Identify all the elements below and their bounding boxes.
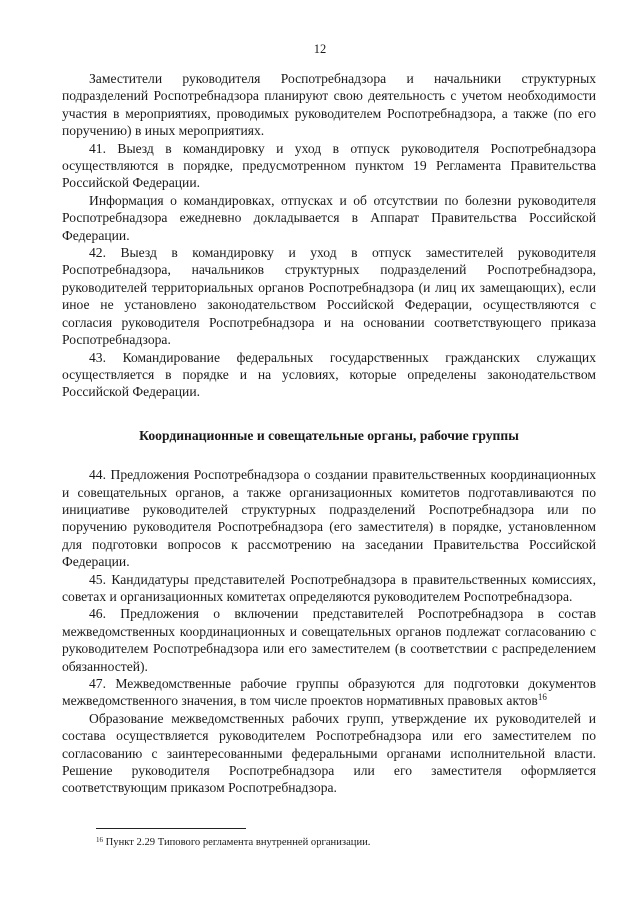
page-number: 12 xyxy=(313,42,327,56)
paragraph-47 xyxy=(62,675,596,710)
paragraph-43: 43. Командирование федеральных государственных гражданских служащих осуществляется в порядке и на условиях, которые определены законодательством Российской Федерации. xyxy=(62,349,596,400)
paragraph-44: 44. Предложения Роспотребнадзора о создании правительственных координационных и совещательных органов, а также организационных комитетов подготавливаются по инициативе руководителей структурных подразделений Роспотребнадзора или по поручению руководителя Роспотребнадзора (его заместителя) в порядке, установленном для подготовки вопросов к рассмотрению на заседании Правительства Российской Федерации. xyxy=(62,467,596,570)
section-heading: Координационные и совещательные органы, рабочие группы xyxy=(139,427,519,443)
footnote xyxy=(96,836,596,849)
paragraph-45: 45. Кандидатуры представителей Роспотребнадзора в правительственных комиссиях, советах и организационных комитетах определяются руководителем Роспотребнадзора. xyxy=(62,571,596,604)
footnote-text: Пункт 2.29 Типового регламента внутренней организации. xyxy=(105,837,371,848)
paragraph-47-text: 47. Межведомственные рабочие группы образуются для подготовки документов межведомственного значения, в том числе проектов нормативных правовых актов xyxy=(62,676,596,709)
paragraph-47-formation: Образование межведомственных рабочих групп, утверждение их руководителей и состава осуществляется руководителем Роспотребнадзора или его заместителем по согласованию с заинтересованными федеральными органами исполнительной власти. Решение руководителя Роспотребнадзора или его заместителя оформляется соответствующим приказом Роспотребнадзора. xyxy=(62,710,596,796)
paragraph-deputies-planning: Заместители руководителя Роспотребнадзора и начальники структурных подразделений Роспотребнадзора планируют свою деятельность с учетом необходимости участия в мероприятиях, проводимых руководителем Роспотребнадзора, а также (по его поручению) в иных мероприятиях. xyxy=(62,71,596,139)
footnote-divider xyxy=(96,828,246,829)
footnote-reference: 16 xyxy=(537,692,547,703)
footnote-marker: 16 xyxy=(96,836,103,844)
paragraph-41: 41. Выезд в командировку и уход в отпуск руководителя Роспотребнадзора осуществляются в порядке, предусмотренном пунктом 19 Регламента Правительства Российской Федерации. xyxy=(62,140,596,191)
paragraph-42: 42. Выезд в командировку и уход в отпуск заместителей руководителя Роспотребнадзора, начальников структурных подразделений Роспотребнадзора, руководителей территориальных органов Роспотребнадзора (и лиц их замещающих), если иное не установлено законодательством Российской Федерации, осуществляются с согласия руководителя Роспотребнадзора и на основании соответствующего приказа Роспотребнадзора. xyxy=(62,245,596,348)
document-body xyxy=(62,70,596,797)
paragraph-41-info: Информация о командировках, отпусках и об отсутствии по болезни руководителя Роспотребнадзора ежедневно докладывается в Аппарат Правительства Российской Федерации. xyxy=(62,192,596,243)
paragraph-46: 46. Предложения о включении представителей Роспотребнадзора в состав межведомственных координационных и совещательных органов подлежат согласованию с руководителем Роспотребнадзора или его заместителем (в соответствии с распределением обязанностей). xyxy=(62,606,596,674)
